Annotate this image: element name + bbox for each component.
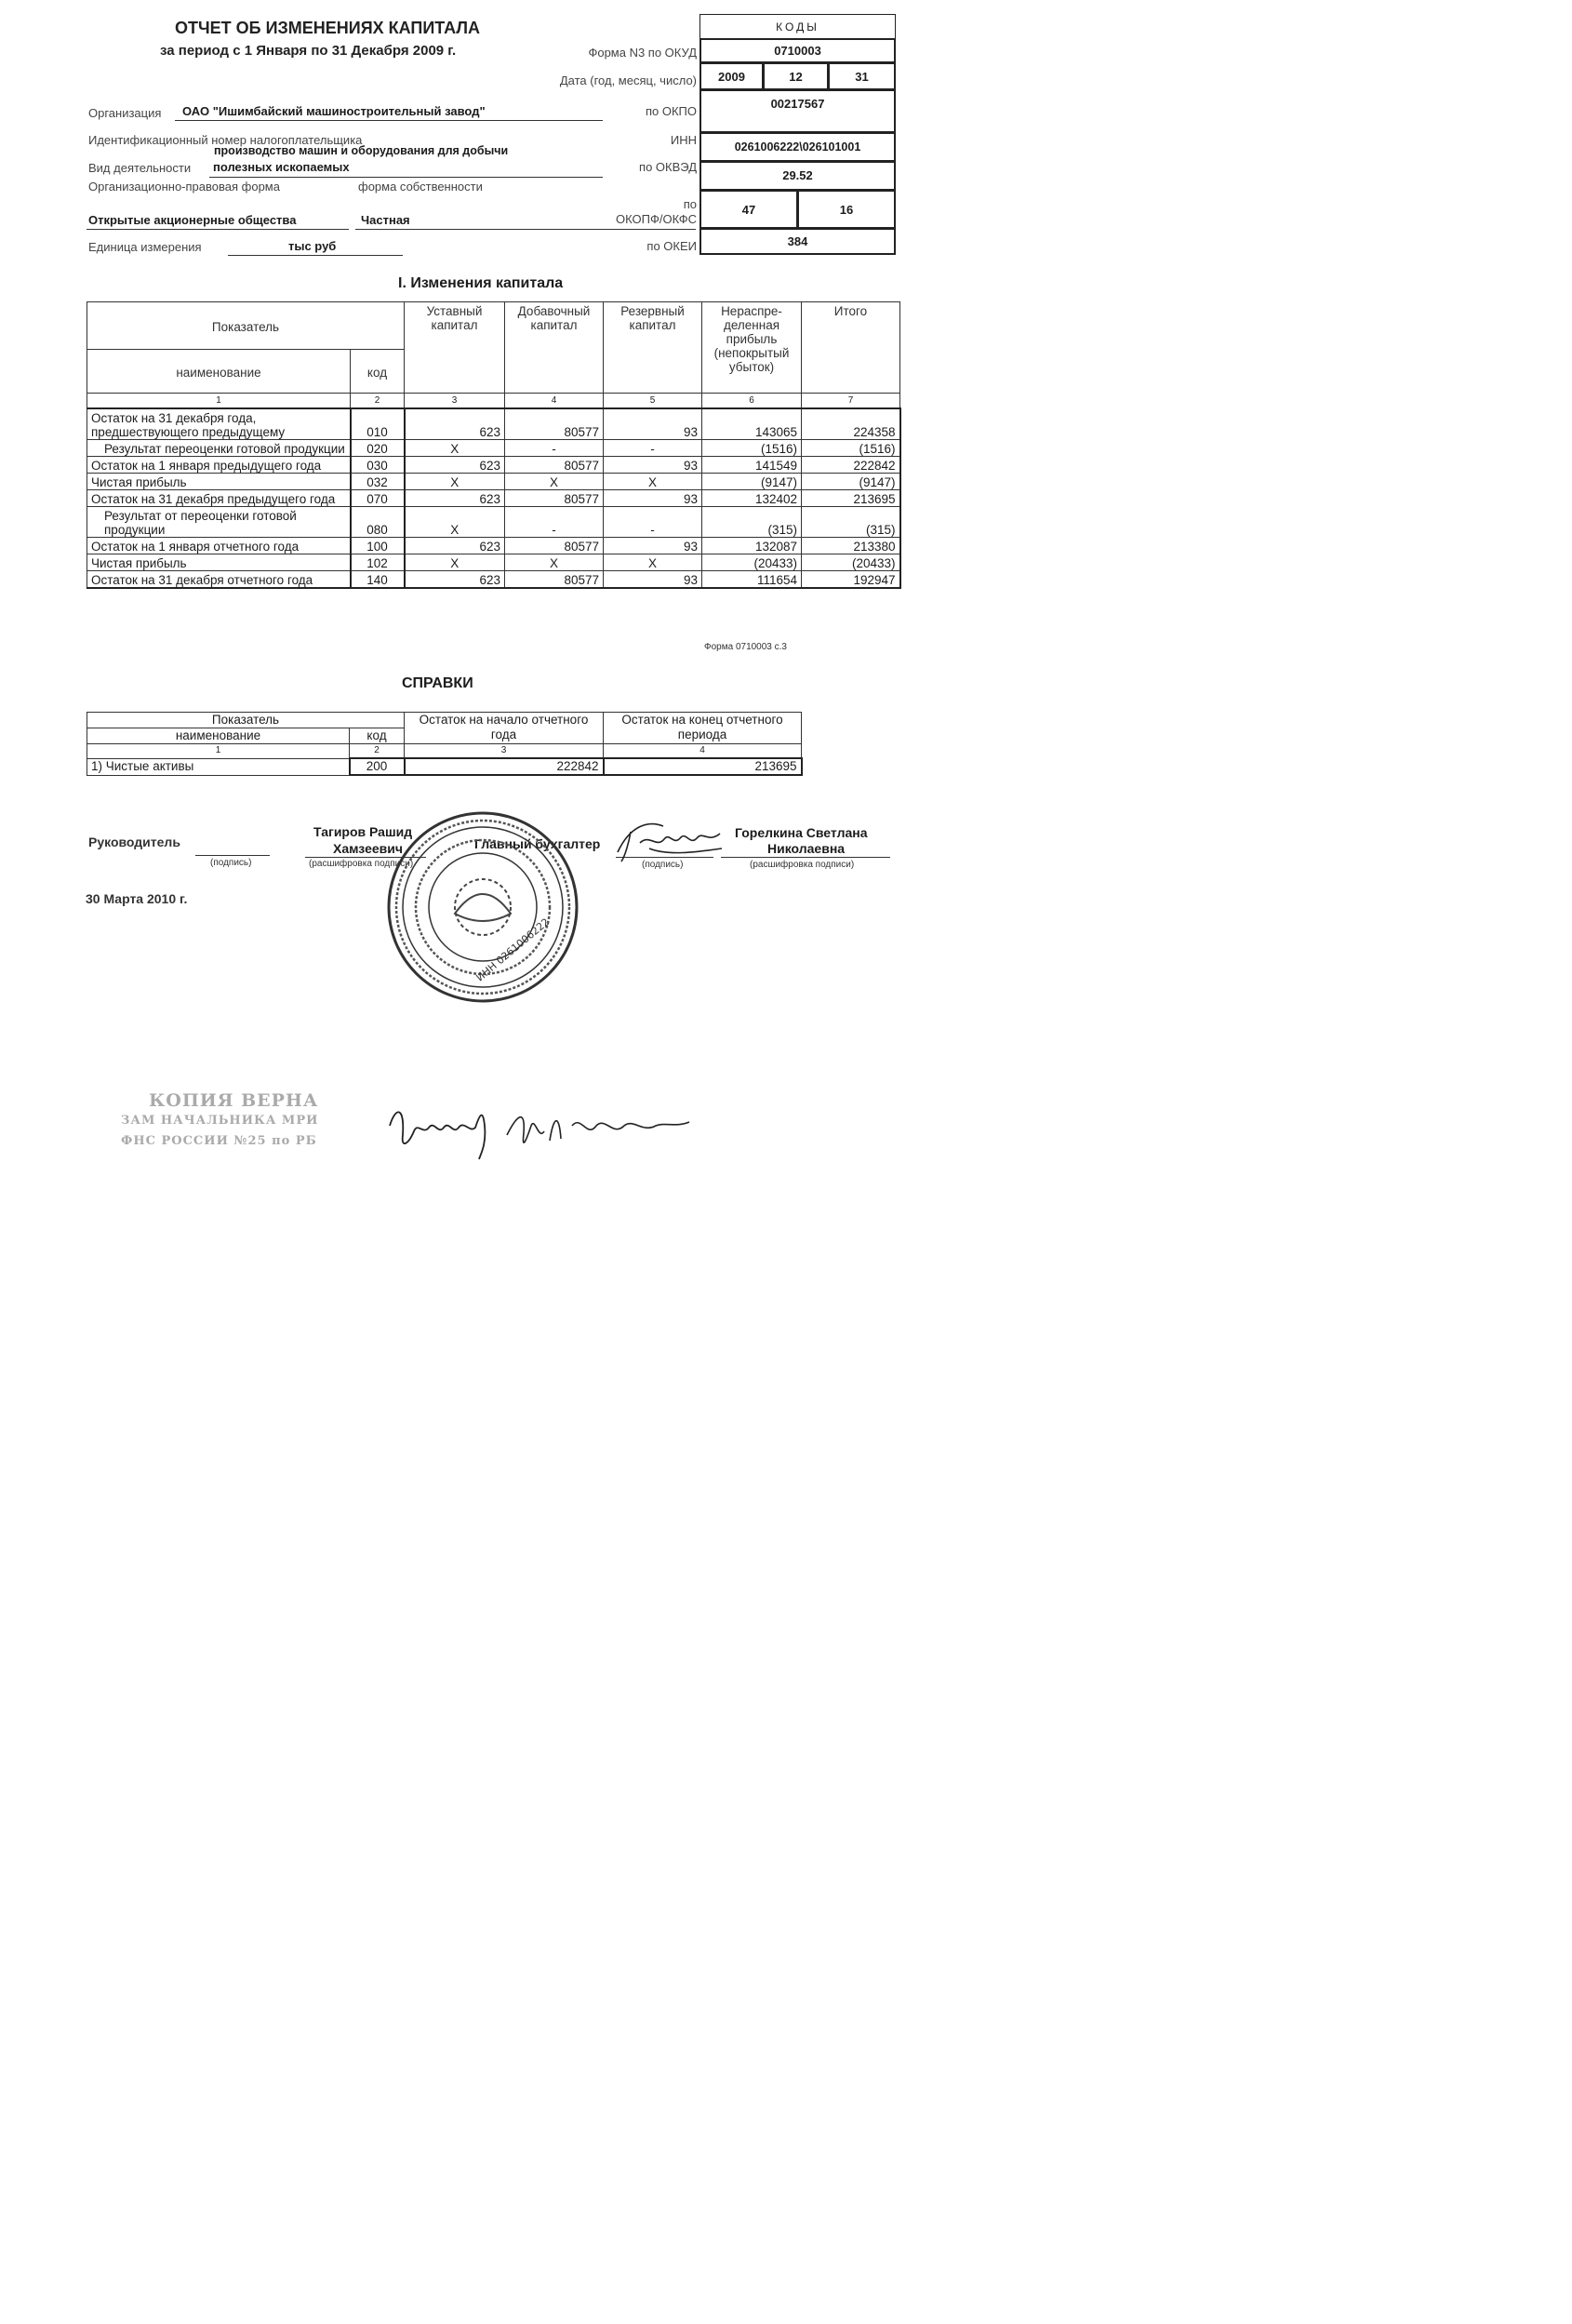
header-code: код xyxy=(351,350,405,394)
row-total: (1516) xyxy=(802,440,900,457)
accountant-label: Главный бухгалтер xyxy=(474,836,601,851)
legal-form-value: Открытые акционерные общества xyxy=(88,213,297,227)
accountant-signature-icon xyxy=(612,815,726,869)
header-total: Итого xyxy=(802,302,900,394)
row-total: 222842 xyxy=(802,457,900,474)
header-reserve: Резервный капитал xyxy=(604,302,702,394)
section1-title: I. Изменения капитала xyxy=(398,275,564,291)
inn-code-label: ИНН xyxy=(670,133,697,147)
okud-code: 0710003 xyxy=(699,38,896,63)
row-code: 020 xyxy=(351,440,405,457)
form-note: Форма 0710003 с.3 xyxy=(704,642,787,652)
row-code: 030 xyxy=(351,457,405,474)
row-charter: 623 xyxy=(405,490,505,507)
row-code: 102 xyxy=(351,554,405,571)
spr-col-number: 2 xyxy=(350,744,405,759)
row-reserve: 93 xyxy=(604,457,702,474)
row-retained: (315) xyxy=(702,507,802,538)
date-day: 31 xyxy=(828,62,896,90)
row-additional: X xyxy=(505,474,604,490)
head-label: Руководитель xyxy=(88,835,180,849)
net-assets-code: 200 xyxy=(350,758,405,775)
row-code: 010 xyxy=(351,408,405,440)
spr-col-number: 3 xyxy=(405,744,604,759)
header-retained: Нераспре-деленная прибыль (непокрытый убыток) xyxy=(702,302,802,394)
spr-header-code: код xyxy=(350,728,405,744)
acc-name-line xyxy=(721,856,890,858)
spr-header-name: наименование xyxy=(87,728,350,744)
okved-code: 29.52 xyxy=(699,161,896,191)
col-number: 2 xyxy=(351,394,405,409)
header-charter: Уставный капитал xyxy=(405,302,505,394)
report-title: ОТЧЕТ ОБ ИЗМЕНЕНИЯХ КАПИТАЛА xyxy=(175,19,481,37)
spr-header-indicator: Показатель xyxy=(87,713,405,728)
row-code: 032 xyxy=(351,474,405,490)
unit-underline xyxy=(228,254,403,256)
row-retained: (1516) xyxy=(702,440,802,457)
inn-code: 0261006222\026101001 xyxy=(699,132,896,162)
col-number: 4 xyxy=(505,394,604,409)
row-total: 224358 xyxy=(802,408,900,440)
head-name-2: Хамзеевич xyxy=(333,841,403,856)
table-row xyxy=(87,474,900,490)
table-row xyxy=(87,440,900,457)
row-additional: - xyxy=(505,440,604,457)
head-sign-line xyxy=(195,854,270,856)
header-name: наименование xyxy=(87,350,351,394)
copy-stamp xyxy=(121,1090,318,1152)
spr-col-number: 4 xyxy=(604,744,802,759)
row-charter: X xyxy=(405,440,505,457)
table-row xyxy=(87,554,900,571)
col-number: 1 xyxy=(87,394,351,409)
row-charter: X xyxy=(405,554,505,571)
row-total: (9147) xyxy=(802,474,900,490)
acc-name-1: Горелкина Светлана xyxy=(735,825,868,840)
row-reserve: 93 xyxy=(604,408,702,440)
row-charter: X xyxy=(405,474,505,490)
taxpayer-id-label: Идентификационный номер налогоплательщика xyxy=(88,133,363,147)
table-row xyxy=(87,538,900,554)
ownership-label: форма собственности xyxy=(358,180,483,194)
ownership-value: Частная xyxy=(361,213,410,227)
date-label: Дата (год, месяц, число) xyxy=(559,73,697,87)
row-reserve: X xyxy=(604,554,702,571)
row-reserve: 93 xyxy=(604,571,702,589)
row-total: 213380 xyxy=(802,538,900,554)
okfs-code: 16 xyxy=(797,190,896,229)
row-additional: 80577 xyxy=(505,408,604,440)
row-charter: 623 xyxy=(405,457,505,474)
svg-text:ИНН 0261006222: ИНН 0261006222 xyxy=(473,915,553,984)
col-number: 5 xyxy=(604,394,702,409)
report-date: 30 Марта 2010 г. xyxy=(86,891,188,906)
row-name: Остаток на 1 января предыдущего года xyxy=(87,457,351,474)
okei-label: по ОКЕИ xyxy=(646,239,697,253)
unit-value: тыс руб xyxy=(288,239,337,253)
row-reserve: - xyxy=(604,507,702,538)
head-sign-caption: (подпись) xyxy=(210,858,252,868)
date-month: 12 xyxy=(763,62,829,90)
okopf-code: 47 xyxy=(699,190,798,229)
header-indicator: Показатель xyxy=(87,302,405,350)
codes-title: КОДЫ xyxy=(699,14,896,39)
okved-label: по ОКВЭД xyxy=(639,160,697,174)
row-name: Чистая прибыль xyxy=(87,554,351,571)
row-name: Остаток на 31 декабря отчетного года xyxy=(87,571,351,589)
row-retained: 143065 xyxy=(702,408,802,440)
spr-header-end: Остаток на конец отчетного периода xyxy=(604,713,802,744)
row-total: 192947 xyxy=(802,571,900,589)
okei-code: 384 xyxy=(699,228,896,255)
spr-col-number: 1 xyxy=(87,744,350,759)
org-value: ОАО "Ишимбайский машиностроительный завод" xyxy=(182,104,486,118)
activity-line1: производство машин и оборудования для добычи xyxy=(214,144,509,157)
net-assets-start: 222842 xyxy=(405,758,604,775)
row-code: 070 xyxy=(351,490,405,507)
okud-label: Форма N3 по ОКУД xyxy=(588,46,697,60)
row-charter: 623 xyxy=(405,538,505,554)
org-underline xyxy=(175,119,603,121)
col-number: 7 xyxy=(802,394,900,409)
table-row xyxy=(87,571,900,589)
header-additional: Добавочный капитал xyxy=(505,302,604,394)
copy-stamp-line1: КОПИЯ ВЕРНА xyxy=(149,1090,319,1111)
row-reserve: 93 xyxy=(604,490,702,507)
head-name-1: Тагиров Рашид xyxy=(313,824,413,839)
table-row xyxy=(87,457,900,474)
codes-block xyxy=(699,14,896,255)
row-name: Остаток на 1 января отчетного года xyxy=(87,538,351,554)
okpo-label: по ОКПО xyxy=(645,104,697,118)
ownership-underline xyxy=(355,228,696,230)
row-charter: 623 xyxy=(405,408,505,440)
row-additional: 80577 xyxy=(505,571,604,589)
row-retained: (9147) xyxy=(702,474,802,490)
spr-header-start: Остаток на начало отчетного года xyxy=(405,713,604,744)
row-code: 080 xyxy=(351,507,405,538)
copy-stamp-line2: ЗАМ НАЧАЛЬНИКА МРИ xyxy=(121,1114,319,1128)
row-additional: 80577 xyxy=(505,490,604,507)
copy-stamp-line3: ФНС РОССИИ №25 по РБ xyxy=(121,1134,317,1148)
row-retained: (20433) xyxy=(702,554,802,571)
col-number: 6 xyxy=(702,394,802,409)
row-additional: 80577 xyxy=(505,538,604,554)
net-assets-end: 213695 xyxy=(604,758,802,775)
row-name: Результат переоценки готовой продукции xyxy=(87,440,351,457)
certifier-signature-icon xyxy=(386,1098,693,1163)
okopf-label-2: ОКОПФ/ОКФС xyxy=(615,212,697,226)
row-reserve: - xyxy=(604,440,702,457)
row-additional: - xyxy=(505,507,604,538)
activity-label: Вид деятельности xyxy=(88,161,192,175)
table-row xyxy=(87,490,900,507)
row-total: 213695 xyxy=(802,490,900,507)
legal-form-label: Организационно-правовая форма xyxy=(88,180,280,194)
head-decode-caption: (расшифровка подписи) xyxy=(309,859,414,869)
row-reserve: 93 xyxy=(604,538,702,554)
unit-label: Единица измерения xyxy=(88,240,202,254)
table-row xyxy=(87,408,900,440)
table-row xyxy=(87,507,900,538)
round-seal-icon xyxy=(385,809,580,1005)
row-reserve: X xyxy=(604,474,702,490)
spravki-table xyxy=(87,712,803,776)
activity-underline xyxy=(209,176,603,178)
legal-form-underline xyxy=(87,228,349,230)
acc-sign-caption: (подпись) xyxy=(642,860,684,870)
okopf-label-1: по xyxy=(683,197,697,211)
row-charter: X xyxy=(405,507,505,538)
row-additional: 80577 xyxy=(505,457,604,474)
row-name: Остаток на 31 декабря года, предшествующего предыдущему xyxy=(87,408,351,440)
col-number: 3 xyxy=(405,394,505,409)
row-total: (315) xyxy=(802,507,900,538)
row-code: 100 xyxy=(351,538,405,554)
acc-decode-caption: (расшифровка подписи) xyxy=(750,860,855,870)
row-name: Чистая прибыль xyxy=(87,474,351,490)
date-year: 2009 xyxy=(699,62,764,90)
row-retained: 111654 xyxy=(702,571,802,589)
row-total: (20433) xyxy=(802,554,900,571)
capital-changes-table xyxy=(87,301,901,589)
row-charter: 623 xyxy=(405,571,505,589)
net-assets-name: 1) Чистые активы xyxy=(87,758,350,775)
row-retained: 132087 xyxy=(702,538,802,554)
okpo-code: 00217567 xyxy=(699,89,896,133)
row-retained: 141549 xyxy=(702,457,802,474)
row-name: Остаток на 31 декабря предыдущего года xyxy=(87,490,351,507)
activity-line2: полезных ископаемых xyxy=(213,160,350,174)
acc-name-2: Николаевна xyxy=(767,841,846,856)
spravki-title: СПРАВКИ xyxy=(402,675,473,691)
row-additional: X xyxy=(505,554,604,571)
org-label: Организация xyxy=(88,106,162,120)
report-period: за период с 1 Января по 31 Декабря 2009 г. xyxy=(160,43,457,59)
row-name: Результат от переоценки готовой продукции xyxy=(87,507,351,538)
row-retained: 132402 xyxy=(702,490,802,507)
row-code: 140 xyxy=(351,571,405,589)
